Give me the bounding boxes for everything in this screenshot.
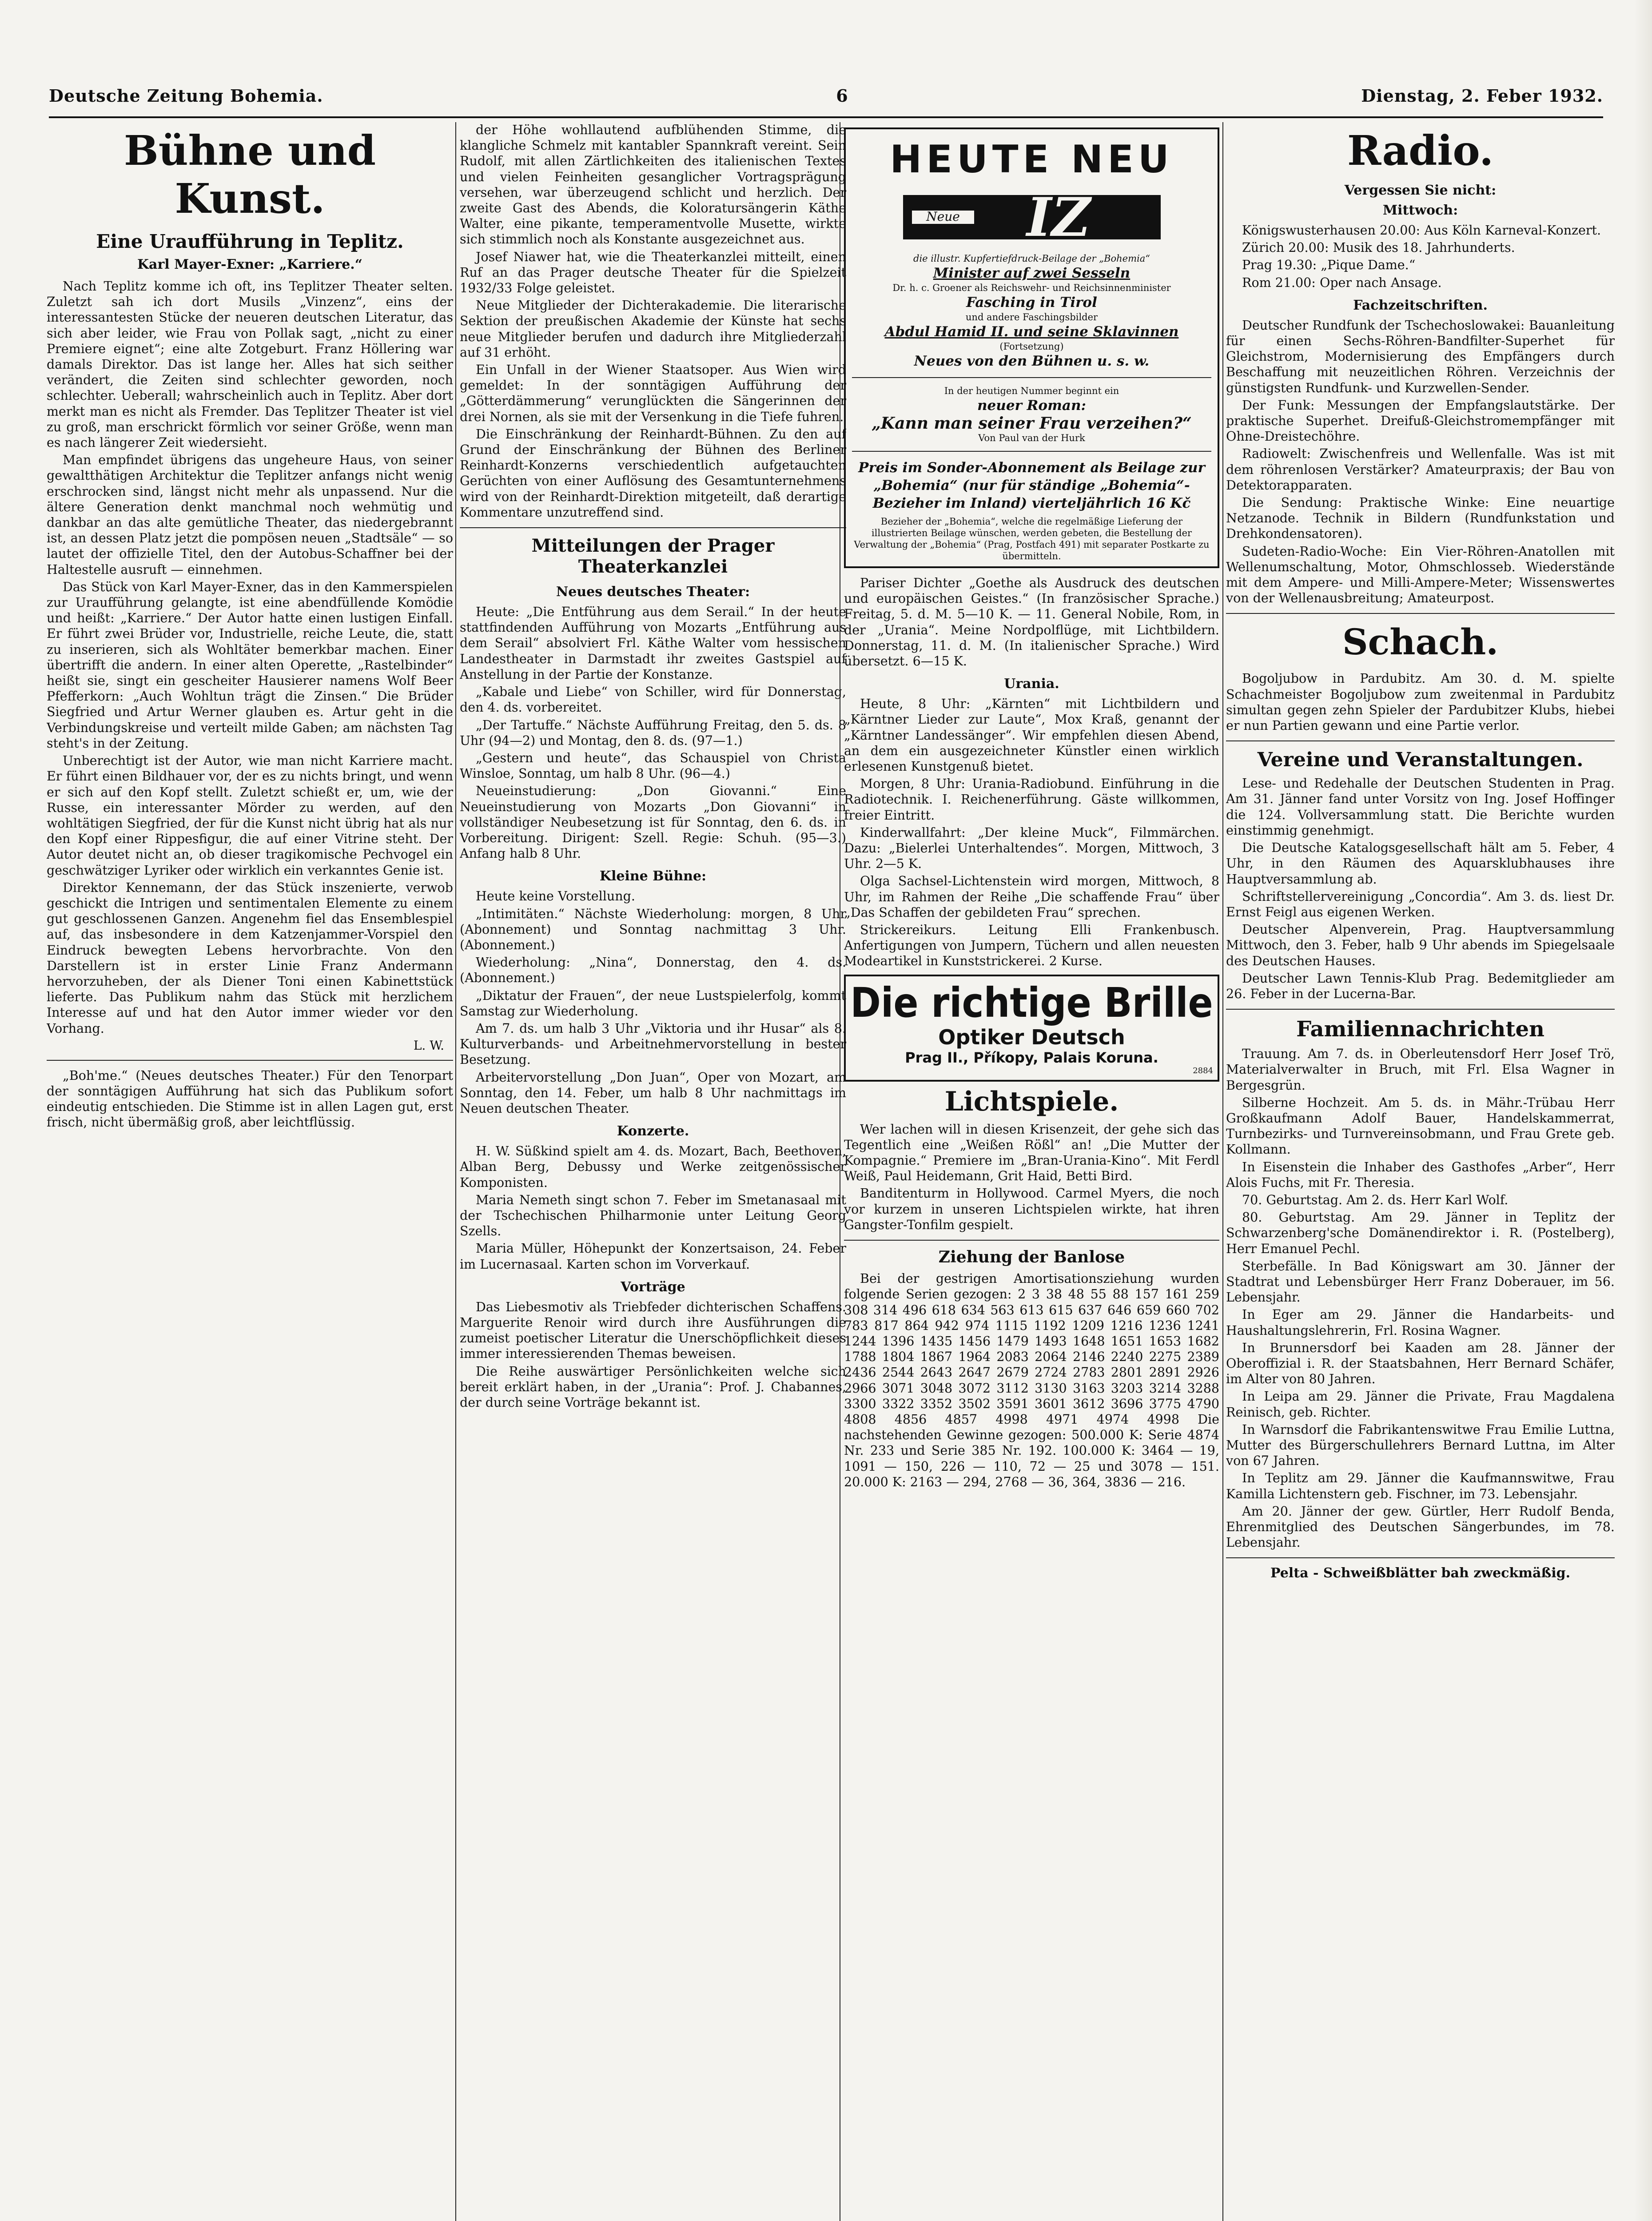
subheading: Konzerte.	[617, 1123, 689, 1139]
paragraph: Arbeitervorstellung „Don Juan“, Oper von Mozart, am Sonntag, den 14. Feber, um halb 8 Uhr nachmittags im Neuen deutschen Theater.	[460, 1070, 846, 1116]
paragraph: Der Funk: Messungen der Empfangslautstärke. Der praktische Superhet. Dreifuß-Gleichstromempfänger mit Ohne-Dreistechöhre.	[1226, 398, 1615, 444]
paragraph: „Boh'me.“ (Neues deutsches Theater.) Für den Tenorpart der sonntägigen Aufführung hat sich das Publikum sofort eindeutig entschieden. Die Stimme ist in allen Lagen gut, erst frisch, nicht übermäßig groß, aber leichtflüssig.	[47, 1068, 453, 1130]
paragraph: Die Deutsche Katalogsgesellschaft hält am 5. Feber, 4 Uhr, in den Räumen des Aquarsklubhauses ihre Hauptversammlung ab.	[1226, 840, 1615, 887]
paragraph: Deutscher Lawn Tennis-Klub Prag. Bedemitglieder am 26. Feber in der Lucerna-Bar.	[1226, 971, 1615, 1001]
subheading-ziehung: Ziehung der Banlose	[938, 1248, 1125, 1267]
radio-line: Prag 19.30: „Pique Dame.“	[1242, 258, 1416, 273]
ad-title: HEUTE NEU	[890, 137, 1174, 182]
ad-price: Preis im Sonder-Abonnement als Beilage zur „Bohemia“ (nur für ständige „Bohemia“-Bezieher im Inland) vierteljährlich 16 Kč	[858, 460, 1205, 511]
paragraph: In Brunnersdorf bei Kaaden am 28. Jänner der Oberoffizial i. R. der Staatsbahnen, Herr Bernard Schäfer, im Alter von 80 Jahren.	[1226, 1340, 1615, 1387]
paragraph: Neueinstudierung: „Don Giovanni.“ Eine Neueinstudierung von Mozarts „Don Giovanni“ in vollständiger Neubesetzung ist für Sonntag, den 6. ds. in Vorbereitung. Dirigent: Szell. Regie: Schuh. (95—3.) Anfang halb 8 Uhr.	[460, 784, 846, 861]
divider	[1226, 740, 1615, 741]
paragraph: „Der Tartuffe.“ Nächste Aufführung Freitag, den 5. ds. 8 Uhr (94—2) und Montag, den 8. ds. (97—1.)	[460, 717, 846, 748]
ad-brille-name: Optiker Deutsch	[938, 1025, 1125, 1049]
section-title-schach: Schach.	[1342, 621, 1499, 663]
column-3	[844, 122, 1219, 2221]
paragraph: Unberechtigt ist der Autor, wie man nicht Karriere macht. Er führt einen Bildhauer vor, der es zu nichts bringt, und wenn er sich auf den Kopf stellt. Zuletzt schießt er, um, wie der Russe, ein interessanter Mörder zu werden, auf den wohltätigen Siegfried, der für die Kunst nicht übrig hat als nur den Kopf einer Rippesfigur, die auf einer Vitrine steht. Der Autor deutet nicht an, ob dieser tragikomische Pechvogel ein geschwätziger Lyriker oder wirklich ein verkanntes Genie ist.	[47, 753, 453, 878]
paragraph: Olga Sachsel-Lichtenstein wird morgen, Mittwoch, 8 Uhr, im Rahmen der Reihe „Die schaffende Frau“ über „Das Schaffen der gebildeten Frau“ sprechen.	[844, 874, 1219, 920]
paragraph: Maria Müller, Höhepunkt der Konzertsaison, 24. Feber im Lucernasaal. Karten schon im Vorverkauf.	[460, 1241, 846, 1272]
section-title-familie: Familiennachrichten	[1296, 1017, 1545, 1042]
paragraph: Ein Unfall in der Wiener Staatsoper. Aus Wien wird gemeldet: In der sonntägigen Aufführung der „Götterdämmerung“ verunglückten die Sängerinnen der drei Nornen, als sie mit der Versenkung in die Tiefe fuhren.	[460, 362, 846, 424]
paragraph: Heute: „Die Entführung aus dem Serail.“ In der heute stattfindenden Aufführung von Mozarts „Entführung aus dem Serail“ absolviert Frl. Käthe Walter vom hessischen Landestheater in Darmstadt ihr zweites Gastspiel auf Anstellung in der Partie der Konstanze.	[460, 605, 846, 682]
article-byline: Karl Mayer-Exner: „Karriere.“	[137, 257, 362, 272]
divider	[852, 377, 1211, 378]
paragraph: In Eger am 29. Jänner die Handarbeits- und Haushaltungslehrerin, Frl. Rosina Wagner.	[1226, 1307, 1615, 1338]
ad-line: Minister auf zwei Sesseln	[933, 265, 1131, 281]
iz-logo-word: Neue	[926, 209, 960, 224]
header-rule	[49, 116, 1603, 118]
paragraph: Josef Niawer hat, wie die Theaterkanzlei mitteilt, einen Ruf an das Prager deutsche Theater für die Spielzeit 1932/33 Folge geleistet.	[460, 249, 846, 296]
paragraph: Die Sendung: Praktische Winke: Eine neuartige Netzanode. Technik in Bildern (Rundfunkstation und Drehkondensatoren).	[1226, 495, 1615, 541]
ad-subtitle: die illustr. Kupfertiefdruck-Beilage der „Bohemia“	[913, 253, 1150, 264]
paragraph: Man empfindet übrigens das ungeheure Haus, von seiner gewaltthätigen Architektur die Teplitzer anfangs nicht wenig erschrocken sind, längst nicht mehr als unpassend. Nur die ältere Generation denkt manchmal noch wehmütig und dankbar an das alte gemütliche Theater, das niedergebrannt ist, an dessen Platz jetzt die pompösen neuen „Stadtsäle“ — so lautet der offizielle Titel, den der Autobus-Schaffner bei der Haltestelle ausruft — einnehmen.	[47, 453, 453, 577]
paragraph: Banditenturm in Hollywood. Carmel Myers, die noch vor kurzem in unseren Lichtspielen wirkte, hat ihren Gangster-Tonfilm gespielt.	[844, 1186, 1219, 1232]
page-header	[49, 80, 1603, 111]
ad-brille-address: Prag II., Příkopy, Palais Koruna.	[905, 1049, 1158, 1066]
paragraph: Am 20. Jänner der gew. Gürtler, Herr Rudolf Benda, Ehrenmitglied des Deutschen Sängerbundes, im 78. Lebensjahr.	[1226, 1504, 1615, 1550]
paragraph: der Höhe wohllautend aufblühenden Stimme, die klangliche Schmelz mit kantabler Spannkraft vereint. Sein Rudolf, mit allen Zärtlichkeiten des italienischen Textes und vielen Feinheiten gesanglicher Vortragsprägung versehen, war überzeugend schlicht und herzlich. Der zweite Gast des Abends, die Koloratursängerin Käthe Walter, eine pikante, temperamentvolle Musette, wirkte sich stimmlich noch als Konstante ausgezeichnet aus.	[460, 123, 846, 247]
ad-line: Neues von den Bühnen u. s. w.	[914, 353, 1150, 369]
paragraph: In Warnsdorf die Fabrikantenswitwe Frau Emilie Luttna, Mutter des Bürgerschullehrers Bernard Luttna, im Alter von 67 Jahren.	[1226, 1422, 1615, 1469]
paragraph: Morgen, 8 Uhr: Urania-Radiobund. Einführung in die Radiotechnik. I. Reichenerführung. Gäste willkommen, freier Eintritt.	[844, 776, 1219, 823]
paragraph: Strickereikurs. Leitung Elli Frankenbusch. Anfertigungen von Jumpern, Tüchern und allen neuesten Modeartikel in Kunststrickerei. 2 Kurse.	[844, 923, 1219, 969]
iz-logo	[899, 186, 1165, 248]
paragraph: In Eisenstein die Inhaber des Gasthofes „Arber“, Herr Alois Fuchs, mit Fr. Theresia.	[1226, 1159, 1615, 1190]
advertisement-brille	[844, 975, 1219, 1082]
section-title-lichtspiele: Lichtspiele.	[944, 1086, 1119, 1117]
paragraph: Am 7. ds. um halb 3 Uhr „Viktoria und ihr Husar“ als 8. Kulturverbands- und Arbeitnehmervorstellung in bester Besetzung.	[460, 1021, 846, 1067]
radio-line: Königswusterhausen 20.00: Aus Köln Karneval-Konzert.	[1242, 223, 1601, 238]
ad-roman-title: „Kann man seiner Frau verzeihen?“	[872, 414, 1192, 433]
divider	[47, 1060, 453, 1061]
column-divider	[1222, 122, 1223, 2221]
paragraph: Die Reihe auswärtiger Persönlichkeiten welche sich bereit erklärt haben, in der „Urania“: Prof. J. Chabannes, der durch seine Vorträge bekannt ist.	[460, 1364, 846, 1410]
paragraph: „Gestern und heute“, das Schauspiel von Christa Winsloe, Sonntag, um halb 8 Uhr. (96—4.)	[460, 750, 846, 781]
footer-ad: Pelta - Schweißblätter bah zweckmäßig.	[1270, 1565, 1571, 1581]
subheading: Vergessen Sie nicht:	[1344, 183, 1497, 198]
ad-line: Abdul Hamid II. und seine Sklavinnen	[884, 324, 1179, 340]
scan-edge	[1634, 0, 1652, 2221]
paragraph: In Leipa am 29. Jänner die Private, Frau Magdalena Reinisch, geb. Richter.	[1226, 1389, 1615, 1420]
divider	[460, 527, 846, 528]
paragraph: Sterbefälle. In Bad Königswart am 30. Jänner der Stadtrat und Lebensbürger Herr Franz Doberauer, im 56. Lebensjahr.	[1226, 1258, 1615, 1305]
paragraph: Kinderwallfahrt: „Der kleine Muck“, Filmmärchen. Dazu: „Bielerlei Unterhaltendes“. Morgen, Mittwoch, 3 Uhr. 2—5 K.	[844, 825, 1219, 872]
paragraph: Radiowelt: Zwischenfreis und Wellenfalle. Was ist mit dem röhrenlosen Verstärker? Amateurpraxis; der Bau von Detektorapparaten.	[1226, 446, 1615, 493]
paragraph: Heute, 8 Uhr: „Kärnten“ mit Lichtbildern und „Kärntner Lieder zur Laute“, Mox Kraß, genannt der „Kärntner Landessänger“. Wir empfehlen diesen Abend, an dem ein ausgezeichneter Künstler einen wirklich erlesenen Kunstgenuß bietet.	[844, 697, 1219, 774]
ad-brille-code: 2884	[1193, 1066, 1213, 1075]
section-title-radio: Radio.	[1347, 127, 1494, 175]
iz-logo-icon	[899, 186, 1165, 248]
subheading: Neues deutsches Theater:	[556, 584, 750, 600]
paragraph: In Teplitz am 29. Jänner die Kaufmannswitwe, Frau Kamilla Lichtenstern geb. Fischner, im 73. Lebensjahr.	[1226, 1471, 1615, 1501]
paragraph: Deutscher Rundfunk der Tschechoslowakei: Bauanleitung für einen Sechs-Röhren-Bandfilter-Superhet für Gleichstrom, Modernisierung des Empfängers durch Beschaffung mit neuzeitlichen Röhren. Verzeichnis der günstigsten Rundfunk- und Kurzwellen-Sender.	[1226, 318, 1615, 395]
divider	[852, 451, 1211, 452]
ad-roman-author: Von Paul van der Hurk	[978, 433, 1085, 443]
paragraph: Heute keine Vorstellung.	[476, 889, 635, 904]
subheading: Vorträge	[621, 1279, 685, 1295]
paragraph: Pariser Dichter „Goethe als Ausdruck des deutschen und europäischen Geistes.“ (In französischer Sprache.) Freitag, 5. d. M. 5—10 K. — 11. General Nobile, Rom, in der „Urania“. Meine Nordpolflüge, mit Lichtbildern. Donnerstag, 11. d. M. (In italienischer Sprache.) Wird übersetzt. 6—15 K.	[844, 576, 1219, 669]
paragraph: Deutscher Alpenverein, Prag. Hauptversammlung Mittwoch, den 3. Feber, halb 9 Uhr abends im Spiegelsaale des Deutschen Hauses.	[1226, 922, 1615, 968]
paragraph: Neue Mitglieder der Dichterakademie. Die literarische Sektion der preußischen Akademie der Künste hat sechs neue Mitglieder berufen und dadurch ihre Mitgliederzahl auf 31 erhöht.	[460, 298, 846, 360]
section-title-theaterkanzlei: Mitteilungen der Prager Theaterkanzlei	[531, 535, 775, 577]
paragraph: Bei der gestrigen Amortisationsziehung wurden folgende Serien gezogen: 2 3 38 48 55 88 157 161 259 308 314 496 618 634 563 613 615 637 646 659 660 702 783 817 864 942 974 1115 1192 1209 1216 1236 1241 1244 1396 1435 1456 1479 1493 1648 1651 1653 1682 1788 1804 1867 1964 2083 2064 2146 2240 2275 2389 2436 2544 2643 2647 2679 2724 2783 2801 2891 2926 2966 3071 3048 3072 3112 3130 3163 3203 3214 3288 3300 3322 3352 3502 3591 3601 3612 3696 3775 4790 4808 4856 4857 4998 4971 4974 4998 Die nachstehenden Gewinne gezogen: 500.000 K: Serie 4874 Nr. 233 und Serie 385 Nr. 192. 100.000 K: 3464 — 19, 1091 — 150, 226 — 110, 72 — 25 und 3078 — 151. 20.000 K: 2163 — 294, 2768 — 36, 364, 3836 — 216.	[844, 1271, 1219, 1489]
header-page-number: 6	[836, 85, 848, 106]
paragraph: Das Stück von Karl Mayer-Exner, das in den Kammerspielen zur Uraufführung gelangte, ist eine abendfüllende Komödie und heißt: „Karriere.“ Der Autor hatte einen lustigen Einfall. Er führt zwei Brüder vor, Industrielle, reiche Leute, die, statt zu inserieren, sich als Wohltäter bemerkbar machen. Einer übertrifft die andern. In einer alten Operette, „Rastelbinder“ heißt sie, singt ein gescheiter Hausierer namens Wolf Beer Pfefferkorn: „Auch Wohltun trägt die Zinsen.“ Die Brüder Siegfried und Artur Werner glauben es. Artur geht in die Verbindungskreise und verteilt milde Gaben; am nächsten Tag steht's in der Zeitung.	[47, 579, 453, 751]
subheading-fach: Fachzeitschriften.	[1353, 297, 1488, 313]
paragraph: Schriftstellervereinigung „Concordia“. Am 3. ds. liest Dr. Ernst Feigl aus eigenen Werken.	[1226, 889, 1615, 919]
paragraph: „Intimitäten.“ Nächste Wiederholung: morgen, 8 Uhr (Abonnement) und Sonntag nachmittag 3 Uhr. (Abonnement.)	[460, 906, 846, 952]
ad-roman-intro: In der heutigen Nummer beginnt ein	[944, 386, 1119, 396]
column-1	[47, 122, 453, 2221]
advertisement-heute-neu	[844, 127, 1219, 568]
header-date: Dienstag, 2. Feber 1932.	[1361, 85, 1603, 106]
paragraph: Trauung. Am 7. ds. in Oberleutensdorf Herr Josef Trö, Materialverwalter in Bruch, mit Frl. Elsa Wagner in Bergesgrün.	[1226, 1047, 1615, 1093]
radio-line: Zürich 20.00: Musik des 18. Jahrhunderts.	[1242, 240, 1515, 255]
section-title-buehne: Bühne und Kunst.	[123, 127, 376, 223]
ad-line: und andere Faschingsbilder	[965, 312, 1098, 322]
column-2	[460, 122, 846, 2221]
paragraph: Das Liebesmotiv als Triebfeder dichterischen Schaffens. Marguerite Renoir wird durch ihre Ausführungen die zumeist poetischer Literatur die Unerschöpflichkeit dieses immer interessierenden Themas beweisen.	[460, 1299, 846, 1361]
signature: L. W.	[413, 1038, 444, 1053]
ad-line: Fasching in Tirol	[966, 295, 1097, 310]
divider	[844, 1240, 1219, 1241]
paragraph: Bogoljubow in Pardubitz. Am 30. d. M. spielte Schachmeister Bogoljubow zum zweitenmal in Pardubitz simultan gegen zehn Spieler der Pardubitzer Klubs, hiebei er nun Partien gewann und eine Partie verlor.	[1226, 671, 1615, 733]
ad-line: Dr. h. c. Groener als Reichswehr- und Reichsinnenminister	[892, 283, 1171, 293]
subheading-urania: Urania.	[1004, 676, 1059, 692]
ad-roman-label: neuer Roman:	[977, 398, 1086, 414]
divider	[1226, 613, 1615, 614]
divider	[1226, 1009, 1615, 1010]
column-4	[1226, 122, 1615, 2221]
article-title: Eine Uraufführung in Teplitz.	[96, 231, 404, 252]
paragraph: „Diktatur der Frauen“, der neue Lustspielerfolg, kommt Samstag zur Wiederholung.	[460, 988, 846, 1019]
ad-fine-print: Bezieher der „Bohemia“, welche die regelmäßige Lieferung der illustrierten Beilage wünschen, werden gebeten, die Bestellung der Verwaltung der „Bohemia“ (Prag, Postfach 491) mit separater Postkarte zu übermitteln.	[854, 516, 1210, 561]
subheading: Kleine Bühne:	[599, 868, 707, 884]
paragraph: Maria Nemeth singt schon 7. Feber im Smetanasaal mit der Tschechischen Philharmonie unter Leitung Georg Szells.	[460, 1192, 846, 1239]
paragraph: Sudeten-Radio-Woche: Ein Vier-Röhren-Anatollen mit Wellenumschaltung, Motor, Ohmschlosseb. Wiederstände mit dem Ampere- und Milli-Ampere-Meter; Wissenswertes von der Wellenausbreitung; Amateurpost.	[1226, 544, 1615, 606]
paragraph: „Kabale und Liebe“ von Schiller, wird für Donnerstag, den 4. ds. vorbereitet.	[460, 685, 846, 715]
paragraph: Wer lachen will in diesen Krisenzeit, der gehe sich das Tegentlich eine „Weißen Rößl“ an! „Die Mutter der Kompagnie.“ Premiere im „Bran-Urania-Kino“. Mit Ferdl Weiß, Paul Heidemann, Grit Haid, Betti Bird.	[844, 1122, 1219, 1184]
paragraph: Direktor Kennemann, der das Stück inszenierte, verwob geschickt die Intrigen und sentimentalen Elemente zu einem gut geschlossenen Ganzen. Angenehm fiel das Ensemblespiel auf, das insbesondere in dem Katzenjammer-Vorspiel den Eindruck bewegten Lebens hervorbrachte. Von den Darstellern ist in erster Linie Franz Andermann hervorzuheben, der als Diener Toni einen Kabinettstück lieferte. Das Publikum nahm das Stück mit herzlichem Interesse auf und hat den Autor immer wieder vor den Vorhang.	[47, 880, 453, 1036]
paragraph: H. W. Süßkind spielt am 4. ds. Mozart, Bach, Beethoven, Alban Berg, Debussy und Werke zeitgenössischer Komponisten.	[460, 1144, 846, 1190]
paragraph: 70. Geburtstag. Am 2. ds. Herr Karl Wolf.	[1242, 1192, 1509, 1207]
column-divider	[455, 122, 456, 2221]
header-paper-name: Deutsche Zeitung Bohemia.	[49, 85, 323, 106]
ad-brille-title: Die richtige Brille	[850, 979, 1213, 1027]
paragraph: Silberne Hochzeit. Am 5. ds. in Mähr.-Trübau Herr Großkaufmann Adolf Bauer, Handelskammerrat, Turnbezirks- und Turnvereinsobmann, und Frau Grete geb. Kollmann.	[1226, 1095, 1615, 1157]
divider	[1226, 1557, 1615, 1558]
subheading: Mittwoch:	[1382, 203, 1458, 218]
section-title-vereine: Vereine und Veranstaltungen.	[1257, 748, 1584, 772]
ad-line: (Fortsetzung)	[999, 341, 1064, 352]
paragraph: Die Einschränkung der Reinhardt-Bühnen. Zu den auf Grund der Einschränkung der Bühnen des Berliner Reinhardt-Konzerns verschiedentlich aufgetauchten Gerüchten von einer Auflösung des Gesamtunternehmens wird von der Reinhardt-Direktion mitgeteilt, daß derartige Kommentare unzutreffend sind.	[460, 426, 846, 520]
paragraph: Lese- und Redehalle der Deutschen Studenten in Prag. Am 31. Jänner fand unter Vorsitz von Ing. Josef Hoffinger die 124. Vollversammlung statt. Die Berichte wurden einstimmig genehmigt.	[1226, 776, 1615, 838]
radio-line: Rom 21.00: Oper nach Ansage.	[1242, 275, 1442, 290]
iz-logo-letters: IZ	[1026, 186, 1091, 248]
paragraph: 80. Geburtstag. Am 29. Jänner in Teplitz der Schwarzenberg'sche Domänendirektor i. R. (Postelberg), Herr Emanuel Pechl.	[1226, 1210, 1615, 1256]
paragraph: Wiederholung: „Nina“, Donnerstag, den 4. ds. (Abonnement.)	[460, 955, 846, 986]
paragraph: Nach Teplitz komme ich oft, ins Teplitzer Theater selten. Zuletzt sah ich dort Musils „Vinzenz“, eins der interessantesten Stücke der neueren deutschen Literatur, das sich aber leider, wie Frau von Pollak sagt, „nicht zu einer Premiere eignet“; eine alte Zotgeburt. Franz Höllering war damals Direktor. Das ist lange her. Alles hat sich seither verändert, die Zeiten sind schlechter geworden, noch schlechter. Ueberall; wahrscheinlich auch in Teplitz. Aber dort merkt man es nicht als Fremder. Das Teplitzer Theater ist viel zu groß, man erschrickt förmlich vor seiner Größe, wenn man es nach längerer Zeit wiedersieht.	[47, 279, 453, 450]
